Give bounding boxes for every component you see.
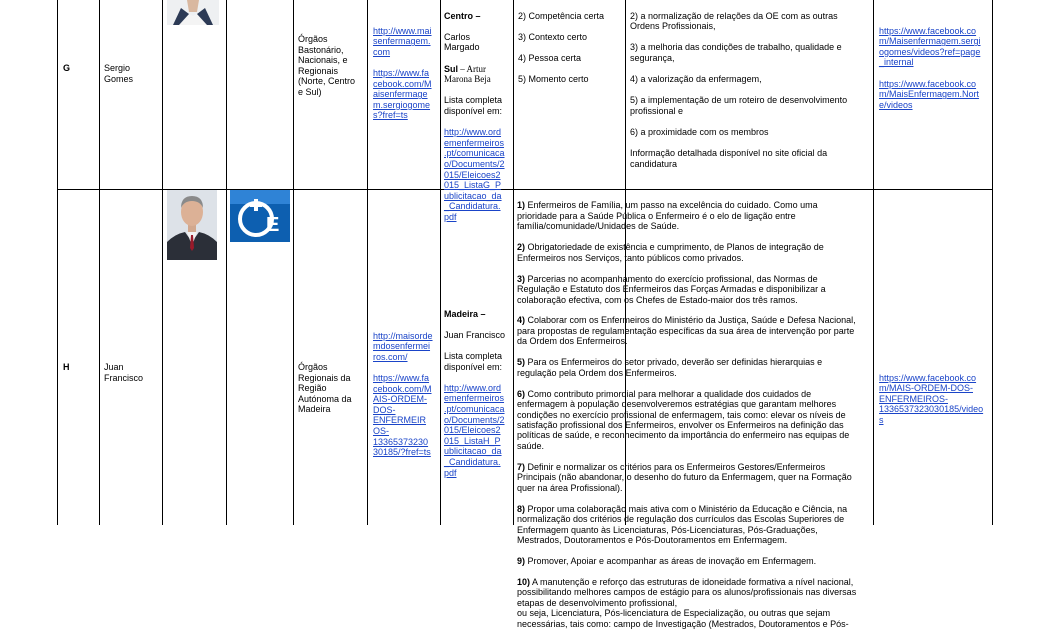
table-border — [99, 0, 100, 525]
candidate-photo — [167, 0, 219, 25]
video-link[interactable]: https://www.facebook.co m/MAIS-ORDEM-DOS- ENFERMEIROS- 1336537323030185/video s — [879, 372, 984, 425]
proposal-item: 7) Definir e normalizar os critérios para os Enfermeiros Gestores/Enfermeiros Principais (não abandonar, o desenho do futuro da Enfermagem, quer na Formação quer na área Profissional). — [517, 461, 852, 493]
goals-cell — [630, 0, 872, 180]
criteria-item: 2) Competência certa — [518, 10, 605, 21]
proposal-item: 3) Parcerias no acompanhamento do exercício profissional, das Normas de Regulação e Estatuto dos Enfermeiros das Forças Armadas e disponibilizar a colaboração efectiva, com os Chefes de Estado-maior dos três ramos. — [517, 273, 826, 305]
videos-cell — [879, 362, 991, 436]
list-label: Lista completa disponível em: — [444, 350, 503, 372]
proposal-item: 10) A manutenção e reforço das estruturas de idoneidade formativa a nível nacional, possibilitando melhores campos de estágio para os alunos/profissionais nas diversas etapas de desenvolvimento profissional, ou seja, Licenciatura, Pós-licenciatura de Especialização, ou outras que sejam necessárias, tais como: campo de Investigação (Mestrados, Doutoramentos e Pós- — [517, 576, 857, 629]
table-border-right — [992, 0, 993, 525]
region-title: Madeira – — [444, 308, 486, 319]
candidate-name: Sergio Gomes — [104, 63, 134, 84]
goal-item: 2) a normalização de relações da OE com as outras Ordens Profissionais, — [630, 10, 838, 32]
organs-cell: Órgãos Bastonário, Nacionais, e Regionais (Norte, Centro e Sul) — [298, 34, 356, 97]
table-border — [440, 0, 441, 525]
oe-logo-letter: E — [266, 214, 280, 236]
candidate-name: Juan Francisco — [104, 362, 144, 383]
region-cell — [444, 298, 512, 489]
table-border-left — [57, 0, 58, 525]
website-link[interactable]: http://maisorde mdosenfermei ros.com/ — [373, 330, 433, 362]
proposal-item: 8) Propor uma colaboração mais ativa com o Ministério da Educação e Ciência, na normalização dos critérios de regulação dos currículos das Escolas Superiores de Enfermagem quanto às Licenciaturas, Pós-Licenciaturas, Pós-Graduações, Mestrados, Doutoramentos e Pós-Doutoramentos em Enfermagem. — [517, 503, 848, 545]
goal-item: 3) a melhoria das condições de trabalho, qualidade e segurança, — [630, 42, 842, 63]
website-link[interactable]: http://www.mai senfermagem. com — [373, 25, 432, 57]
videos-cell — [879, 15, 991, 121]
row-letter: G — [63, 63, 71, 73]
table-border — [513, 0, 514, 525]
table-border — [226, 0, 227, 525]
facebook-link[interactable]: https://www.fa cebook.com/M AIS-ORDEM- DOS- ENFERMEIR OS- 13365373230 30185/?fref=ts — [373, 372, 432, 458]
criteria-cell — [518, 0, 624, 95]
region-names: Carlos Margado — [444, 31, 480, 53]
oe-logo — [230, 190, 290, 242]
table-border — [367, 0, 368, 525]
proposal-item: 6) Como contributo primordial para melhorar a qualidade dos cuidados de enfermagem à população desenvolveremos estratégias que garantam melhores condições no exercício profissional de enfermagem, tais como: elevar os níveis de satisfação profissional dos Enfermeiros, envolver os Enfermeiros na definição das políticas de saúde, e reconhecimento da importância do enfermeiro nas equipas de saúde. — [517, 388, 850, 451]
criteria-item: 5) Momento certo — [518, 74, 589, 85]
organs-cell: Órgãos Regionais da Região Autónoma da Madeira — [298, 362, 352, 415]
goal-item: 5) a implementação de um roteiro de desenvolvimento profissional e — [630, 95, 848, 116]
goal-item: 6) a proximidade com os membros — [630, 127, 769, 138]
candidate-photo — [167, 190, 217, 260]
list-label: Lista completa disponível em: — [444, 95, 503, 116]
region-cell — [444, 0, 512, 233]
proposals-cell — [517, 190, 873, 629]
criteria-item: 3) Contexto certo — [518, 31, 588, 42]
list-link[interactable]: http://www.ord emenfermeiros .pt/comunicaca o/Documents/2 015/Eleicoes2 015_ListaH_P ublicitacao_da _Candidatura. pdf — [444, 382, 505, 478]
list-link[interactable]: http://www.ord emenfermeiros .pt/comunicaca o/Documents/2 015/Eleicoes2 015_ListaG_P ublicitacao_da _Candidatura. pdf — [444, 127, 505, 222]
proposal-item: 1) Enfermeiros de Família, um passo na excelência do cuidado. Como uma prioridade para a Saúde Pública o Enfermeiro é o elo de ligação entre família/comunidade/Unidades de Saúde. — [517, 200, 818, 232]
proposal-item: 5) Para os Enfermeiros do setor privado, deverão ser definidas hierarquias e regulação pela Ordem dos Enfermeiros. — [517, 357, 823, 378]
row-letter: H — [63, 362, 70, 372]
video-link[interactable]: https://www.facebook.co m/MaisEnfermagem.Nort e/videos — [879, 78, 980, 110]
table-border — [293, 0, 294, 525]
table-border — [873, 0, 874, 525]
video-link[interactable]: https://www.facebook.co m/Maisenfermagem.sergi ogomes/videos?ref=page _internal — [879, 25, 981, 68]
links-cell — [373, 320, 439, 468]
links-cell — [373, 15, 439, 132]
proposal-item: 4) Colaborar com os Enfermeiros do Ministério da Justiça, Saúde e Defesa Nacional, para propostas de regulamentação específicas da sua área de intervenção por parte da Ordem dos Enfermeiros. — [517, 315, 856, 347]
goal-item: Informação detalhada disponível no site oficial da candidatura — [630, 148, 828, 169]
criteria-item: 4) Pessoa certa — [518, 52, 582, 63]
proposal-item: 2) Obrigatoriedade de existência e cumprimento, de Planos de integração de Enfermeiros nos Serviços, tanto públicos como privados. — [517, 242, 824, 263]
facebook-link[interactable]: https://www.fa cebook.com/M aisenfermage m.sergiogome s?fref=ts — [373, 67, 432, 121]
table-border — [162, 0, 163, 525]
sul-name: – Artur Marona Beja — [444, 63, 491, 85]
sul-label: Sul — [444, 63, 459, 74]
region-name: Juan Francisco — [444, 329, 506, 340]
proposal-item: 9) Promover, Apoiar e acompanhar as áreas de inovação em Enfermagem. — [517, 555, 817, 566]
goal-item: 4) a valorização da enfermagem, — [630, 74, 762, 85]
region-title: Centro – — [444, 10, 481, 21]
